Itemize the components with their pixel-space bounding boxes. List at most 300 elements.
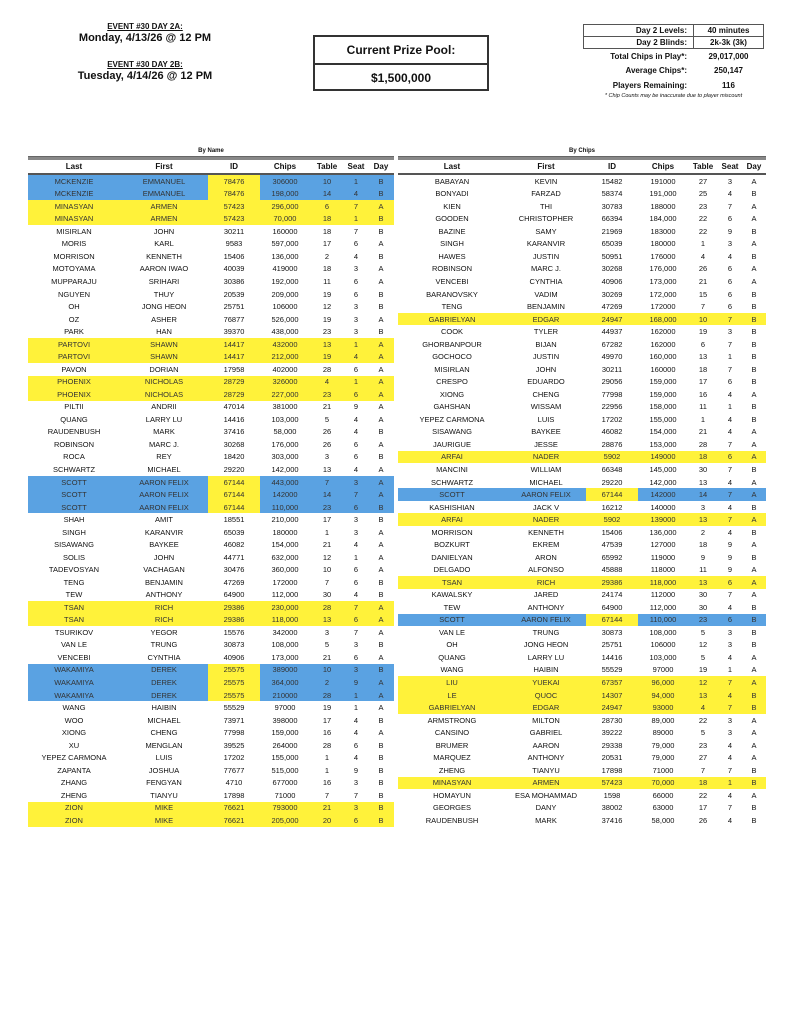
cell-last: SHAH	[63, 515, 85, 525]
column-header-chips: Chips	[651, 162, 675, 171]
cell-seat: 6	[353, 652, 359, 662]
cell-seat: 3	[727, 176, 733, 186]
cell-id: 67144	[586, 614, 638, 627]
cell-first: HAN	[156, 327, 172, 337]
cell-table: 1	[700, 414, 706, 424]
table-row	[28, 664, 394, 677]
table-row	[398, 576, 766, 589]
cell-table: 10	[310, 175, 344, 188]
cell-chips: 438,000	[271, 327, 299, 337]
cell-seat: 6	[353, 239, 359, 249]
cell-table: 21	[322, 540, 332, 550]
cell-chips: 172000	[650, 302, 676, 312]
cell-last: SCHWARTZ	[52, 464, 96, 474]
cell-chips: 149000	[638, 451, 688, 464]
stat-value: 29,017,000	[708, 52, 749, 61]
stat-average-chips	[583, 65, 764, 76]
cell-first: AMIT	[155, 515, 173, 525]
cell-first: FARZAD	[531, 189, 561, 199]
cell-id: 24947	[586, 313, 638, 326]
cell-last: GEORGES	[433, 803, 471, 813]
cell-day: B	[751, 815, 757, 825]
cell-day: A	[378, 264, 384, 274]
cell-last: BABAYAN	[434, 176, 470, 186]
table-row	[28, 789, 394, 802]
cell-table: 18	[688, 777, 718, 790]
table-row	[28, 363, 394, 376]
cell-day: A	[368, 614, 394, 627]
cell-id: 39370	[223, 327, 245, 337]
table-row	[28, 689, 394, 702]
cell-seat: 1	[344, 689, 368, 702]
cell-id: 25751	[601, 640, 623, 650]
cell-id: 67357	[586, 676, 638, 689]
cell-last: BAZINE	[438, 226, 466, 236]
cell-day: B	[742, 689, 766, 702]
table-by-name	[28, 148, 394, 827]
cell-table: 19	[322, 289, 332, 299]
cell-chips: 119000	[650, 552, 676, 562]
stat-label: Day 2 Blinds:	[584, 37, 694, 48]
cell-seat: 9	[353, 402, 359, 412]
cell-last: RAUDENBUSH	[425, 815, 479, 825]
cell-last: PARTOVI	[28, 350, 120, 363]
cell-day: B	[751, 602, 757, 612]
cell-id: 47269	[601, 302, 623, 312]
column-header-last: Last	[65, 162, 83, 171]
cell-day: B	[751, 527, 757, 537]
cell-first: CHRISTOPHER	[518, 214, 574, 224]
event-day-2b	[40, 60, 250, 82]
event-day-2a	[40, 22, 250, 44]
cell-id: 44771	[223, 552, 245, 562]
cell-day: A	[368, 376, 394, 389]
cell-first: JACK V	[532, 502, 560, 512]
cell-day: A	[378, 239, 384, 249]
cell-id: 29338	[601, 740, 623, 750]
cell-first: AARON FELIX	[120, 501, 208, 514]
cell-seat: 4	[727, 740, 733, 750]
cell-seat: 7	[727, 464, 733, 474]
cell-last: SINGH	[62, 527, 86, 537]
cell-table: 26	[698, 264, 708, 274]
cell-seat: 6	[727, 277, 733, 287]
cell-id: 14417	[208, 338, 260, 351]
cell-first: SHAWN	[120, 338, 208, 351]
cell-day: A	[378, 652, 384, 662]
column-header-id: ID	[230, 162, 238, 171]
cell-day: A	[378, 364, 384, 374]
cell-last: KIEN	[443, 201, 461, 211]
column-header-seat: Seat	[721, 162, 739, 171]
cell-day: B	[368, 188, 394, 201]
cell-seat: 4	[353, 753, 359, 763]
cell-first: MIKE	[120, 802, 208, 815]
cell-first: AARON FELIX	[506, 488, 586, 501]
cell-id: 17202	[601, 414, 623, 424]
cell-chips: 94,000	[638, 689, 688, 702]
table-row	[28, 313, 394, 326]
cell-chips: 89000	[652, 728, 674, 738]
cell-first: YUEKAI	[506, 676, 586, 689]
cell-id: 25575	[208, 664, 260, 677]
cell-first: NICHOLAS	[120, 388, 208, 401]
column-header-chips: Chips	[273, 162, 297, 171]
cell-last: OH	[68, 302, 80, 312]
table-row	[398, 777, 766, 790]
table-row	[28, 188, 394, 201]
cell-id: 24174	[601, 590, 623, 600]
cell-id: 67144	[208, 501, 260, 514]
cell-last: WANG	[62, 703, 86, 713]
cell-day: B	[751, 226, 757, 236]
cell-seat: 6	[718, 451, 742, 464]
cell-id: 17898	[223, 790, 245, 800]
cell-first: ANTHONY	[527, 602, 565, 612]
cell-day: B	[751, 402, 757, 412]
cell-first: DEREK	[120, 664, 208, 677]
cell-chips: 342000	[272, 627, 298, 637]
cell-day: B	[751, 251, 757, 261]
table-caption: By Name	[198, 148, 224, 154]
cell-chips: 173,000	[649, 277, 677, 287]
cell-seat: 3	[344, 664, 368, 677]
cell-chips: 398000	[272, 715, 298, 725]
cell-day: A	[751, 665, 757, 675]
cell-chips: 71000	[652, 765, 674, 775]
cell-chips: 326000	[260, 376, 310, 389]
cell-table: 14	[310, 488, 344, 501]
stat-value: 116	[722, 81, 735, 90]
cell-first: FENGYAN	[146, 778, 182, 788]
cell-day: B	[368, 664, 394, 677]
cell-chips: 176,000	[649, 264, 677, 274]
cell-seat: 4	[353, 590, 359, 600]
cell-day: B	[751, 640, 757, 650]
table-row	[398, 764, 766, 777]
cell-last: TADEVOSYAN	[48, 565, 100, 575]
cell-chips: 173,000	[271, 652, 299, 662]
cell-day: B	[378, 251, 384, 261]
cell-day: B	[378, 765, 384, 775]
cell-first: WILLIAM	[530, 464, 562, 474]
cell-day: B	[378, 640, 384, 650]
cell-table: 17	[698, 377, 708, 387]
cell-day: B	[751, 377, 757, 387]
table-row	[398, 814, 766, 827]
cell-chips: 419000	[272, 264, 298, 274]
cell-seat: 6	[727, 377, 733, 387]
cell-chips: 264000	[272, 740, 298, 750]
cell-first: BIJAN	[535, 339, 557, 349]
cell-last: QUANG	[60, 414, 88, 424]
cell-seat: 9	[344, 676, 368, 689]
cell-chips: 139000	[638, 513, 688, 526]
cell-last: GABRIELYAN	[398, 701, 506, 714]
cell-chips: 389000	[260, 664, 310, 677]
cell-day: A	[368, 601, 394, 614]
stat-label: Total Chips in Play*:	[610, 52, 687, 61]
table-row	[398, 300, 766, 313]
table-row	[398, 451, 766, 464]
cell-seat: 1	[718, 777, 742, 790]
cell-chips: 70,000	[260, 213, 310, 226]
cell-table: 18	[688, 451, 718, 464]
cell-chips: 381000	[272, 402, 298, 412]
table-row	[398, 601, 766, 614]
cell-chips: 153,000	[649, 439, 677, 449]
cell-day: B	[378, 740, 384, 750]
cell-chips: 66000	[652, 790, 674, 800]
cell-id: 39222	[601, 728, 623, 738]
cell-seat: 9	[727, 565, 733, 575]
cell-table: 28	[322, 740, 332, 750]
table-row	[28, 275, 394, 288]
cell-id: 78476	[208, 188, 260, 201]
column-header-last: Last	[443, 162, 461, 171]
cell-chips: 63000	[652, 803, 674, 813]
table-row	[28, 676, 394, 689]
cell-first: BENJAMIN	[527, 302, 565, 312]
column-header-first: First	[155, 162, 173, 171]
cell-last: SCOTT	[28, 501, 120, 514]
cell-last: ZION	[28, 802, 120, 815]
cell-first: BENJAMIN	[145, 577, 183, 587]
table-row	[28, 601, 394, 614]
table-row	[398, 426, 766, 439]
cell-day: A	[378, 277, 384, 287]
cell-last: SISAWANG	[54, 540, 94, 550]
cell-id: 76621	[208, 814, 260, 827]
cell-day: A	[751, 565, 757, 575]
cell-id: 4710	[225, 778, 243, 788]
cell-table: 30	[698, 602, 708, 612]
cell-seat: 6	[353, 277, 359, 287]
cell-id: 14416	[601, 652, 623, 662]
cell-seat: 1	[344, 213, 368, 226]
cell-last: PARK	[64, 327, 84, 337]
cell-last: ARMSTRONG	[427, 715, 477, 725]
cell-day: B	[368, 213, 394, 226]
cell-table: 4	[700, 251, 706, 261]
cell-chips: 142000	[638, 488, 688, 501]
cell-id: 47539	[601, 540, 623, 550]
stat-value: 40 minutes	[707, 26, 750, 35]
table-row	[398, 213, 766, 226]
cell-seat: 3	[353, 527, 359, 537]
cell-id: 25751	[223, 302, 245, 312]
cell-chips: 402000	[272, 364, 298, 374]
levels-blinds-box	[583, 24, 764, 49]
cell-day: A	[751, 728, 757, 738]
cell-first: TYLER	[533, 327, 559, 337]
cell-day: B	[751, 352, 757, 362]
cell-chips: 184,000	[649, 214, 677, 224]
cell-seat: 3	[353, 640, 359, 650]
cell-last: VAN LE	[438, 627, 466, 637]
cell-first: EDGAR	[506, 701, 586, 714]
cell-first: HAIBIN	[151, 703, 177, 713]
cell-id: 67144	[208, 488, 260, 501]
cell-chips: 140000	[650, 502, 676, 512]
cell-day: A	[751, 477, 757, 487]
cell-table: 19	[698, 665, 708, 675]
cell-seat: 9	[353, 765, 359, 775]
table-row	[28, 451, 394, 464]
cell-last: ZAPANTA	[57, 765, 91, 775]
cell-seat: 7	[727, 339, 733, 349]
table-row	[28, 639, 394, 652]
cell-first: AARON FELIX	[120, 488, 208, 501]
cell-day: B	[751, 189, 757, 199]
cell-table: 13	[698, 477, 708, 487]
cell-first: AARON FELIX	[120, 476, 208, 489]
table-row	[28, 589, 394, 602]
cell-last: MARQUEZ	[433, 753, 471, 763]
table-row	[28, 538, 394, 551]
table-body	[28, 175, 394, 827]
cell-first: REY	[156, 452, 172, 462]
table-row	[28, 551, 394, 564]
cell-table: 18	[310, 213, 344, 226]
cell-seat: 6	[353, 452, 359, 462]
cell-chips: 71000	[274, 790, 296, 800]
cell-last: DANIELYAN	[431, 552, 473, 562]
cell-first: ARON	[535, 552, 557, 562]
cell-day: A	[751, 277, 757, 287]
cell-id: 17202	[223, 753, 245, 763]
cell-last: WANG	[440, 665, 464, 675]
cell-table: 19	[698, 327, 708, 337]
cell-last: ROBINSON	[431, 264, 472, 274]
cell-id: 46082	[601, 427, 623, 437]
cell-id: 49970	[601, 352, 623, 362]
cell-last: RAUDENBUSH	[47, 427, 101, 437]
cell-seat: 6	[344, 814, 368, 827]
cell-last: ARFAI	[398, 513, 506, 526]
table-body	[398, 175, 766, 827]
cell-id: 28876	[601, 439, 623, 449]
cell-table: 2	[324, 251, 330, 261]
cell-first: KARANVIR	[526, 239, 566, 249]
table-row	[398, 626, 766, 639]
cell-table: 10	[322, 565, 332, 575]
cell-chips: 168,000	[638, 313, 688, 326]
cell-chips: 155,000	[271, 753, 299, 763]
cell-chips: 212,000	[260, 350, 310, 363]
table-row	[398, 413, 766, 426]
cell-first: ASHER	[151, 314, 177, 324]
cell-id: 67144	[586, 488, 638, 501]
cell-first: YEGOR	[150, 627, 178, 637]
cell-id: 77998	[601, 389, 623, 399]
cell-seat: 4	[727, 753, 733, 763]
table-row	[398, 288, 766, 301]
cell-chips: 209,000	[271, 289, 299, 299]
cell-day: A	[378, 540, 384, 550]
table-row	[398, 313, 766, 326]
cell-first: JOSHUA	[148, 765, 180, 775]
table-row	[28, 225, 394, 238]
cell-last: ZION	[28, 814, 120, 827]
cell-last: LE	[398, 689, 506, 702]
cell-id: 65039	[601, 239, 623, 249]
cell-last: XU	[68, 740, 80, 750]
cell-day: B	[378, 790, 384, 800]
cell-table: 12	[322, 552, 332, 562]
cell-seat: 7	[718, 513, 742, 526]
cell-last: MOTOYAMA	[52, 264, 96, 274]
cell-day: A	[742, 676, 766, 689]
cell-last: DELGADO	[433, 565, 471, 575]
cell-chips: 160000	[650, 364, 676, 374]
cell-chips: 58,000	[651, 815, 675, 825]
cell-seat: 4	[727, 527, 733, 537]
cell-chips: 103,000	[649, 652, 677, 662]
cell-table: 17	[322, 239, 332, 249]
cell-seat: 1	[727, 352, 733, 362]
cell-chips: 136,000	[649, 527, 677, 537]
cell-first: DORIAN	[149, 364, 179, 374]
cell-seat: 3	[353, 515, 359, 525]
cell-chips: 112,000	[271, 590, 299, 600]
table-row	[398, 463, 766, 476]
cell-first: EDUARDO	[527, 377, 565, 387]
cell-last: ARFAI	[398, 451, 506, 464]
cell-table: 5	[700, 652, 706, 662]
cell-chips: 432000	[260, 338, 310, 351]
cell-day: A	[742, 576, 766, 589]
cell-id: 40906	[223, 652, 245, 662]
cell-id: 1598	[603, 790, 621, 800]
cell-last: PAVON	[61, 364, 87, 374]
cell-seat: 4	[727, 427, 733, 437]
cell-id: 28730	[601, 715, 623, 725]
cell-table: 14	[310, 188, 344, 201]
cell-first: THI	[539, 201, 553, 211]
cell-last: XIONG	[61, 728, 87, 738]
cell-table: 17	[698, 803, 708, 813]
cell-day: A	[751, 740, 757, 750]
cell-id: 29220	[223, 464, 245, 474]
cell-last: MCKENZIE	[28, 175, 120, 188]
cell-id: 29386	[208, 614, 260, 627]
table-row	[28, 350, 394, 363]
cell-id: 14416	[223, 414, 245, 424]
cell-id: 64900	[223, 590, 245, 600]
table-row	[28, 250, 394, 263]
cell-day: A	[751, 427, 757, 437]
cell-table: 21	[322, 402, 332, 412]
table-row	[398, 350, 766, 363]
cell-id: 17898	[601, 765, 623, 775]
cell-last: MCKENZIE	[28, 188, 120, 201]
cell-day: B	[751, 289, 757, 299]
cell-first: BAYKEE	[149, 540, 179, 550]
table-row	[398, 789, 766, 802]
table-header	[28, 160, 394, 175]
cell-table: 28	[698, 439, 708, 449]
cell-day: B	[378, 577, 384, 587]
cell-seat: 6	[353, 439, 359, 449]
cell-first: KARL	[154, 239, 174, 249]
cell-table: 21	[310, 802, 344, 815]
cell-table: 28	[322, 364, 332, 374]
cell-table: 30	[698, 464, 708, 474]
table-row	[28, 376, 394, 389]
cell-table: 1	[700, 239, 706, 249]
cell-seat: 4	[727, 790, 733, 800]
